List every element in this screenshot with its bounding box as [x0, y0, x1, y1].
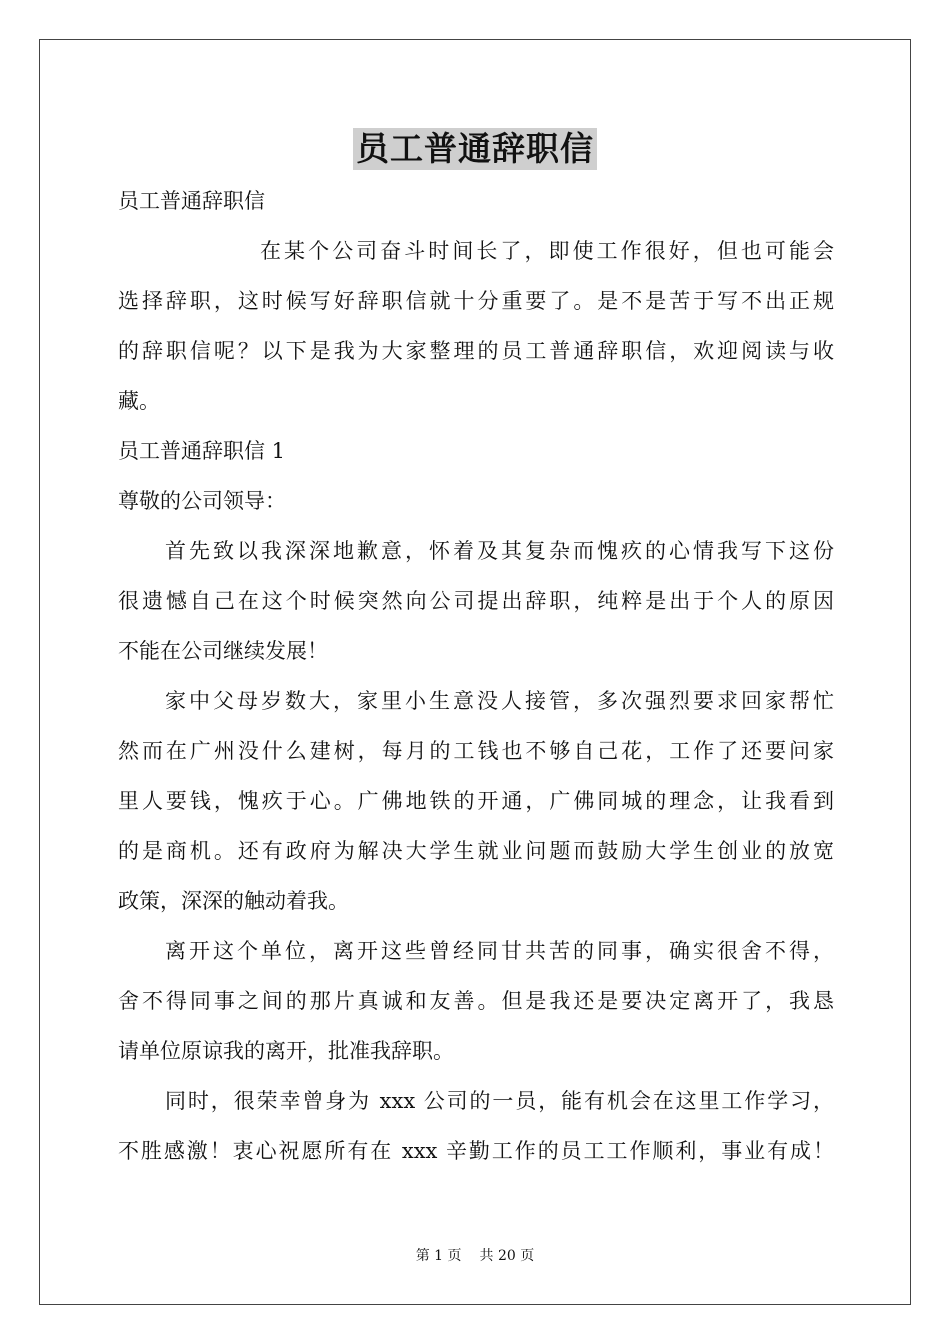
paragraph-line: 离开这个单位，离开这些曾经同甘共苦的同事，确实很舍不得，: [165, 939, 834, 963]
paragraph-line: 很遗憾自己在这个时候突然向公司提出辞职，纯粹是出于个人的原因: [118, 589, 834, 613]
paragraph-line: 不能在公司继续发展！: [118, 639, 328, 663]
paragraph-line: 然而在广州没什么建树，每月的工钱也不够自己花，工作了还要问家: [118, 739, 834, 763]
paragraph-line: 家中父母岁数大，家里小生意没人接管，多次强烈要求回家帮忙: [165, 689, 834, 713]
paragraph-line: 的是商机。还有政府为解决大学生就业问题而鼓励大学生创业的放宽: [118, 839, 834, 863]
salutation: 尊敬的公司领导：: [118, 489, 286, 513]
paragraph-line: 里人要钱，愧疚于心。广佛地铁的开通，广佛同城的理念，让我看到: [118, 789, 834, 813]
paragraph-line: 首先致以我深深地歉意，怀着及其复杂而愧疚的心情我写下这份: [165, 539, 834, 563]
paragraph-line: 不胜感激！衷心祝愿所有在 xxx 辛勤工作的员工工作顺利，事业有成！: [118, 1139, 834, 1163]
paragraph-line: 同时，很荣幸曾身为 xxx 公司的一员，能有机会在这里工作学习，: [165, 1089, 834, 1113]
section-heading: 员工普通辞职信 1: [118, 439, 286, 463]
paragraph-line: 舍不得同事之间的那片真诚和友善。但是我还是要决定离开了，我恳: [118, 989, 834, 1013]
page-footer: [0, 1246, 950, 1266]
paragraph-line: 选择辞职，这时候写好辞职信就十分重要了。是不是苦于写不出正规: [118, 289, 834, 313]
paragraph-line: 请单位原谅我的离开，批准我辞职。: [118, 1039, 454, 1063]
page-total: 共 20 页: [479, 1248, 535, 1264]
paragraph-line: 政策，深深的触动着我。: [118, 889, 349, 913]
page-number: 第 1 页: [415, 1248, 462, 1264]
paragraph-line: 的辞职信呢？以下是我为大家整理的员工普通辞职信，欢迎阅读与收: [118, 339, 834, 363]
subtitle-line: 员工普通辞职信: [118, 189, 265, 213]
title-container: [0, 128, 950, 170]
paragraph-line: 在某个公司奋斗时间长了，即使工作很好，但也可能会: [260, 239, 834, 263]
document-body: [118, 176, 834, 1176]
paragraph-line: 藏。: [118, 389, 160, 413]
document-title: 员工普通辞职信: [353, 128, 597, 170]
